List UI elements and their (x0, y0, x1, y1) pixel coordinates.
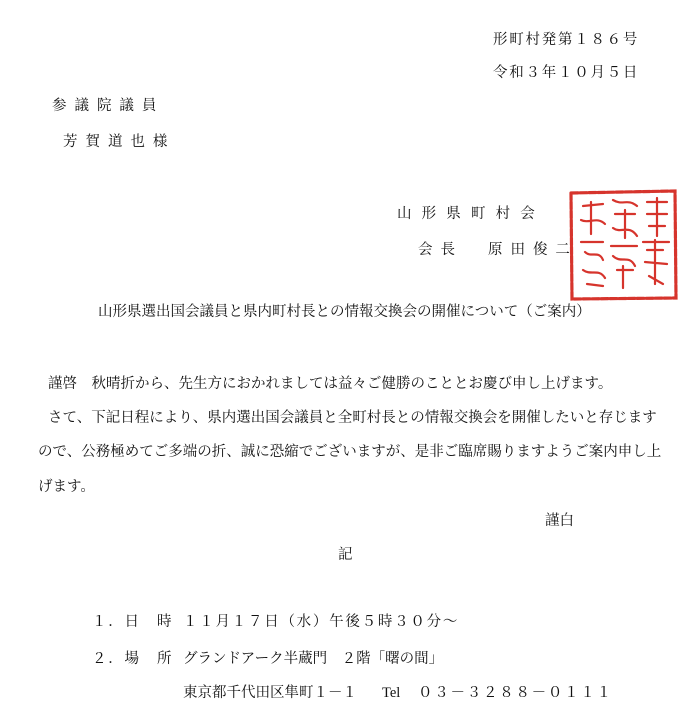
document-date: 令和３年１０月５日 (493, 65, 640, 81)
body-paragraph-2-line-1: さて、下記日程により、県内選出国会議員と全町村長との情報交換会を開催したいと存じます (48, 410, 657, 426)
detail-tel-label: Tel (382, 685, 401, 701)
detail-tel-value: ０３－３２８８－０１１１ (418, 685, 613, 701)
body-paragraph-1: 謹啓 秋晴折から、先生方におかれましては益々ご健勝のこととお慶び申し上げます。 (48, 376, 613, 392)
body-paragraph-2-line-3: げます。 (38, 479, 95, 495)
sender-organization: 山形県町村会 (397, 206, 545, 222)
detail-venue-value: グランドアーク半蔵門 ２階「曙の間」 (183, 651, 444, 667)
recipient-name: 芳賀道也様 (63, 134, 176, 150)
detail-date-value: １１月１７日（水）午後５時３０分～ (183, 614, 460, 630)
closing-salutation: 謹白 (545, 513, 574, 529)
sender-position: 会長 (418, 242, 463, 258)
document-number: 形町村発第１８６号 (493, 32, 640, 48)
recipient-title: 参議院議員 (52, 98, 165, 114)
seal-graphic (563, 184, 683, 306)
detail-venue-label: ２．場 所 (92, 651, 174, 667)
official-seal-stamp (563, 184, 683, 306)
detail-address: 東京都千代田区隼町１－１ (183, 685, 357, 701)
subject-title: 山形県選出国会議員と県内町村長との情報交換会の開催について（ご案内） (98, 304, 591, 320)
sender-name: 原田俊二 (488, 242, 578, 258)
detail-date-label: １．日 時 (92, 614, 174, 630)
note-heading: 記 (338, 547, 353, 563)
body-paragraph-2-line-2: ので、公務極めてご多端の折、誠に恐縮でございますが、是非ご臨席賜りますようご案内申し上 (38, 444, 662, 460)
